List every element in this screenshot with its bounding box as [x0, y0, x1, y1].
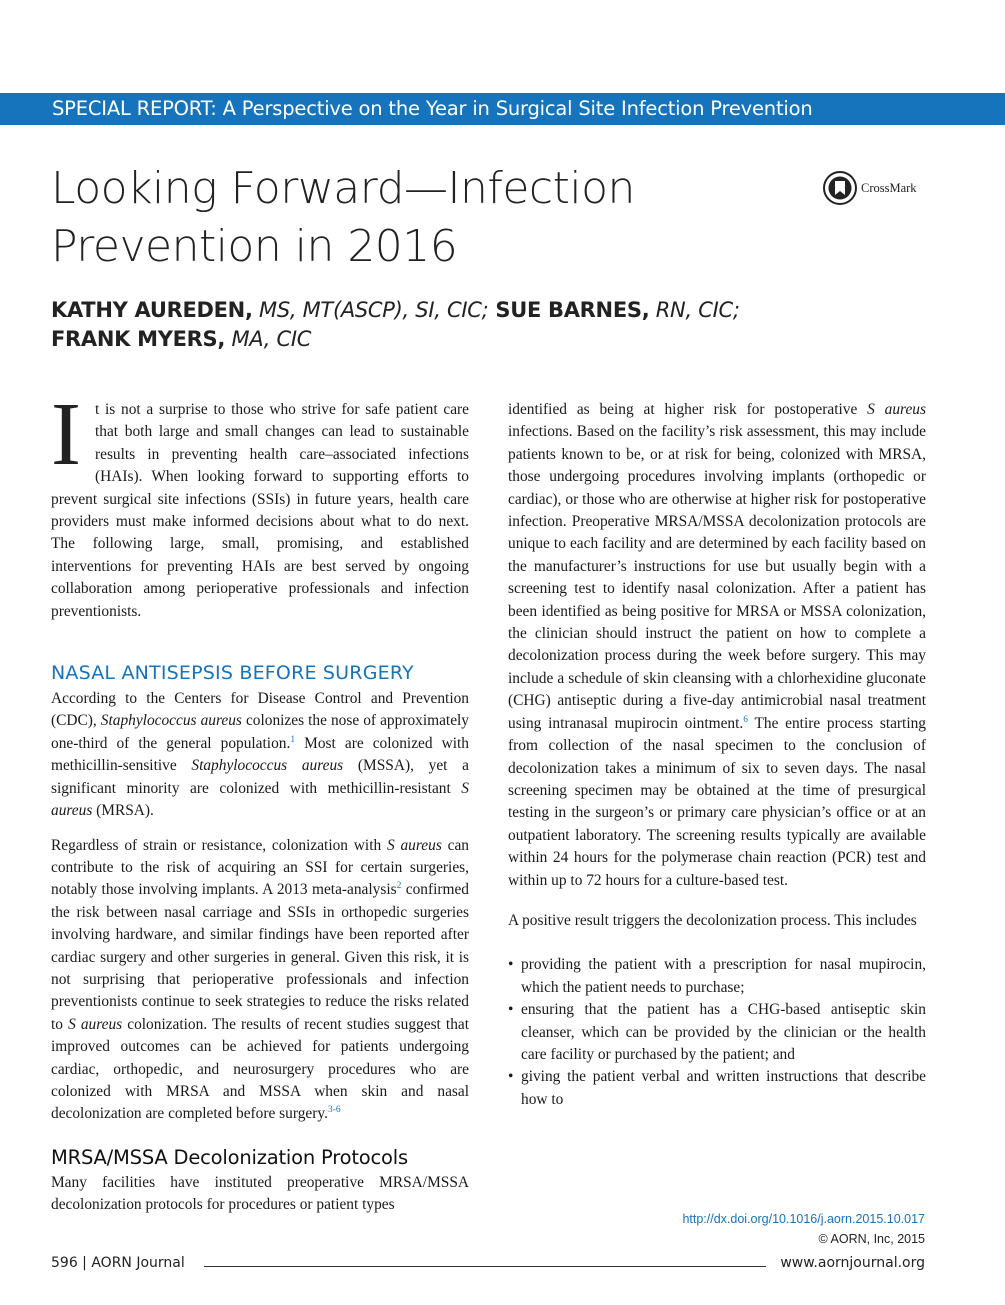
body-paragraph: Many facilities have instituted preoperative MRSA/MSSA decolonization protocols for procedures or patient types: [51, 1173, 469, 1214]
drop-cap: I: [51, 385, 81, 484]
body-paragraph: [508, 399, 926, 892]
bullet-list: [508, 954, 926, 1111]
species-name: Staphylococcus aureus: [191, 757, 344, 775]
list-item: • giving the patient verbal and written instructions that describe how to: [508, 1066, 926, 1111]
species-name: S aureus: [386, 836, 442, 854]
author-credentials: MA, CIC: [225, 327, 312, 351]
author-credentials: RN, CIC;: [649, 298, 740, 322]
right-column: [508, 399, 926, 1111]
text-run: (MSSA), yet a significant minority are colonized with methicillin-resistant: [51, 757, 469, 797]
species-name: Staphylococcus aureus: [100, 712, 242, 730]
author-list: [51, 296, 811, 354]
reference-link[interactable]: 1: [290, 734, 296, 745]
intro-text: t is not a surprise to those who strive for safe patient care that both large and small changes can lead to sustainable results in preventing health care–associated infections (HAIs). When looking forward to supporting efforts to prevent surgical site infections (SSIs) in future years, health care providers must make informed decisions about what to do next. The following large, small, promising, and established interventions for preventing HAIs are best served by ongoing collaboration among perioperative professionals and infection preventionists.: [51, 401, 469, 620]
author-name: FRANK MYERS,: [51, 327, 226, 351]
left-column: [51, 385, 470, 1217]
text-run: Most are colonized with methicillin-sensitive: [51, 734, 469, 775]
body-paragraph: [51, 835, 469, 1126]
text-run: colonization. The results of recent studies suggest that improved outcomes can be achieved for patients undergoing cardiac, orthopedic, and neurosurgery procedures who are colonized with MRSA and MSSA when skin and nasal decolonization are completed before surgery.: [51, 1015, 469, 1123]
intro-paragraph: [51, 385, 469, 623]
title-line-1: Looking Forward—Infection: [51, 163, 635, 214]
crossmark-badge[interactable]: [823, 171, 917, 205]
list-item: • providing the patient with a prescription for nasal mupirocin, which the patient needs to purchase;: [508, 954, 926, 999]
title-line-2: Prevention in 2016: [51, 221, 458, 272]
article-title: [51, 160, 771, 276]
section-heading-nasal-antisepsis: NASAL ANTISEPSIS BEFORE SURGERY: [51, 662, 414, 685]
text-run: colonizes the nose of approximately one-third of the general population.: [51, 712, 469, 752]
page-number-journal: 596 | AORN Journal: [51, 1255, 185, 1271]
author-name: SUE BARNES,: [488, 298, 650, 322]
text-run: can contribute to the risk of acquiring an SSI for certain surgeries, notably those involving implants. A 2013 meta-analysis: [51, 836, 469, 899]
text-run: According to the Centers for Disease Control and Prevention (CDC),: [51, 690, 469, 730]
body-paragraph: A positive result triggers the decolonization process. This includes: [508, 911, 917, 929]
journal-website-link[interactable]: www.aornjournal.org: [780, 1255, 925, 1271]
subsection-heading-decolonization: MRSA/MSSA Decolonization Protocols: [51, 1145, 408, 1169]
doi-link[interactable]: http://dx.doi.org/10.1016/j.aorn.2015.10.017: [682, 1212, 925, 1226]
reference-link[interactable]: 6: [743, 714, 748, 725]
text-run: Regardless of strain or resistance, colonization with: [51, 836, 387, 854]
species-name: S aureus: [68, 1015, 123, 1033]
crossmark-label: CrossMark: [861, 180, 917, 195]
text-run: confirmed the risk between nasal carriage and SSIs in orthopedic surgeries involving hardware, and similar findings have been reported after cardiac surgery and other surgeries in general. Given this risk, it is not surprising that perioperative professionals and infection preventionists continue to seek strategies to reduce the risks related to: [51, 881, 470, 1033]
author-name: KATHY AUREDEN,: [51, 298, 253, 322]
body-paragraph: [51, 688, 469, 822]
crossmark-icon: [823, 171, 857, 205]
species-name: S aureus: [51, 779, 469, 820]
list-item: • ensuring that the patient has a CHG-based antiseptic skin cleanser, which can be provided by the clinician or the health care facility or purchased by the patient; and: [508, 999, 926, 1066]
text-run: infections. Based on the facility’s risk assessment, this may include patients known to be, or at risk for being, colonized with MRSA, those undergoing procedures involving implants (orthopedic or cardiac), or those who are otherwise at higher risk for postoperative infection. Preoperative MRSA/​MSSA decolonization protocols are unique to each facility and are determined by each facility based on the manufacturer’s instructions for use but usually begin with a screening test to identify nasal colonization. After a patient has been identified as being positive for MRSA or MSSA colonization, the clinician should instruct the patient on how to complete a decolonization process during the week before surgery. This may include a schedule of skin cleansing with a chlorhexidine gluconate (CHG) antiseptic during a five-day antimicrobial nasal treatment using intranasal mupirocin ointment.: [508, 423, 926, 732]
text-run: identified as being at higher risk for postoperative: [508, 401, 868, 418]
page-footer: [51, 1255, 925, 1275]
text-run: The entire process starting from collection of the nasal specimen to the conclusion of decolonization takes a minimum of six to seven days. The nasal screening specimen may be obtained at the time of presurgical testing in the surgeon’s or primary care physician’s office or at an outpatient laboratory. The screening results typically are available within 24 hours for the polymerase chain reaction (PCR) test and within up to 72 hours for a culture-based test.: [508, 714, 926, 889]
species-name: S aureus: [867, 401, 926, 418]
footer-divider: [204, 1266, 766, 1267]
text-run: (MRSA).: [92, 802, 154, 820]
copyright-notice: © AORN, Inc, 2015: [818, 1232, 925, 1246]
reference-link[interactable]: 3-6: [327, 1105, 341, 1116]
reference-link[interactable]: 2: [396, 881, 402, 892]
section-banner: SPECIAL REPORT: A Perspective on the Year in Surgical Site Infection Prevention: [0, 93, 1005, 125]
author-credentials: MS, MT(ASCP), SI, CIC;: [252, 298, 489, 322]
